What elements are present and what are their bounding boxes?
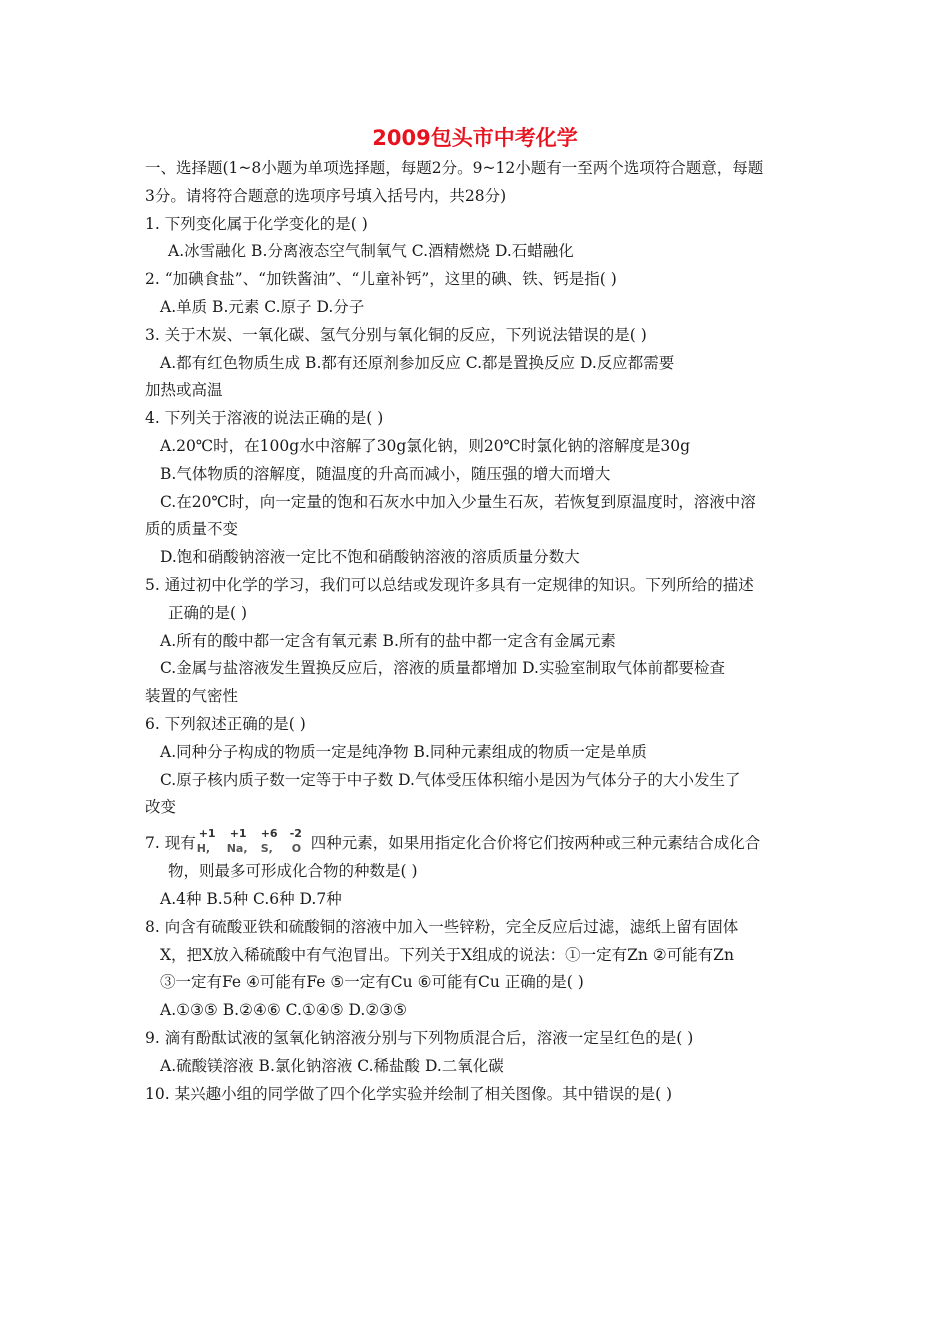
question-6-options-cd: C.原子核内质子数一定等于中子数 D.气体受压体积缩小是因为气体分子的大小发生了 — [160, 771, 741, 789]
question-4-option-b: B.气体物质的溶解度，随温度的升高而减小，随压强的增大而增大 — [160, 465, 611, 483]
question-9-options: A.硫酸镁溶液 B.氯化钠溶液 C.稀盐酸 D.二氧化碳 — [160, 1057, 504, 1075]
question-3-options: A.都有红色物质生成 B.都有还原剂参加反应 C.都是置换反应 D.反应都需要 — [160, 354, 675, 372]
valence-s: +6 — [260, 827, 278, 840]
valence-o: -2 — [289, 827, 302, 840]
question-4: 4. 下列关于溶液的说法正确的是( ) — [145, 409, 384, 427]
question-7-options: A.4种 B.5种 C.6种 D.7种 — [160, 890, 342, 908]
question-6-options-ab: A.同种分子构成的物质一定是纯净物 B.同种元素组成的物质一定是单质 — [160, 743, 647, 761]
question-8-cont: X，把X放入稀硫酸中有气泡冒出。下列关于X组成的说法：①一定有Zn ②可能有Zn — [160, 946, 734, 964]
question-5: 5. 通过初中化学的学习，我们可以总结或发现许多具有一定规律的知识。下列所给的描述 — [145, 576, 754, 594]
question-10: 10. 某兴趣小组的同学做了四个化学实验并绘制了相关图像。其中错误的是( ) — [145, 1085, 673, 1103]
question-2: 2. “加碘食盐”、“加铁酱油”、“儿童补钙”，这里的碘、铁、钙是指( ) — [145, 270, 617, 288]
question-3: 3. 关于木炭、一氧化碳、氢气分别与氧化铜的反应，下列说法错误的是( ) — [145, 326, 647, 344]
element-s: S, — [260, 842, 273, 855]
question-4-option-d: D.饱和硝酸钠溶液一定比不饱和硝酸钠溶液的溶质质量分数大 — [160, 548, 580, 566]
question-5-cont: 正确的是( ) — [168, 604, 248, 622]
valence-na: +1 — [229, 827, 247, 840]
question-5-options-ab: A.所有的酸中都一定含有氧元素 B.所有的盐中都一定含有金属元素 — [160, 632, 616, 650]
element-o: O — [291, 842, 302, 855]
question-1-options: A.冰雪融化 B.分离液态空气制氧气 C.酒精燃烧 D.石蜡融化 — [168, 242, 574, 260]
element-na: Na, — [226, 842, 248, 855]
question-6: 6. 下列叙述正确的是( ) — [145, 715, 306, 733]
element-h: H, — [196, 842, 211, 855]
question-4-option-c: C.在20℃时，向一定量的饱和石灰水中加入少量生石灰，若恢复到原温度时，溶液中溶 — [160, 493, 756, 511]
section-heading-cont: 3分。请将符合题意的选项序号填入括号内，共28分) — [145, 187, 507, 205]
question-7-prefix: 7. 现有 — [145, 834, 196, 852]
question-4-option-a: A.20℃时，在100g水中溶解了30g氯化钠，则20℃时氯化钠的溶解度是30g — [160, 437, 691, 455]
question-5-options-cd: C.金属与盐溶液发生置换反应后，溶液的质量都增加 D.实验室制取气体前都要检查 — [160, 659, 725, 677]
question-5-options-cont: 装置的气密性 — [145, 687, 239, 705]
question-9: 9. 滴有酚酞试液的氢氧化钠溶液分别与下列物质混合后，溶液一定呈红色的是( ) — [145, 1029, 694, 1047]
question-1: 1. 下列变化属于化学变化的是( ) — [145, 215, 368, 233]
section-heading: 一、选择题(1~8小题为单项选择题，每题2分。9~12小题有一至两个选项符合题意，每题 — [145, 159, 764, 177]
page-title: 2009包头市中考化学 — [372, 126, 578, 150]
question-8-options: A.①③⑤ B.②④⑥ C.①④⑤ D.②③⑤ — [160, 1001, 408, 1019]
valence-h: +1 — [198, 827, 216, 840]
valence-formula — [196, 827, 310, 855]
question-8: 8. 向含有硫酸亚铁和硫酸铜的溶液中加入一些锌粉，完全反应后过滤，滤纸上留有固体 — [145, 918, 739, 936]
question-7 — [145, 827, 761, 855]
question-2-options: A.单质 B.元素 C.原子 D.分子 — [160, 298, 365, 316]
question-7-cont: 物，则最多可形成化合物的种数是( ) — [168, 862, 418, 880]
question-3-options-cont: 加热或高温 — [145, 381, 223, 399]
question-6-options-cont: 改变 — [145, 798, 177, 816]
question-8-cont-2: ③一定有Fe ④可能有Fe ⑤一定有Cu ⑥可能有Cu 正确的是( ) — [160, 973, 584, 991]
question-4-option-c-cont: 质的质量不变 — [145, 520, 239, 538]
question-7-text: 四种元素，如果用指定化合价将它们按两种或三种元素结合成化合 — [310, 834, 761, 852]
